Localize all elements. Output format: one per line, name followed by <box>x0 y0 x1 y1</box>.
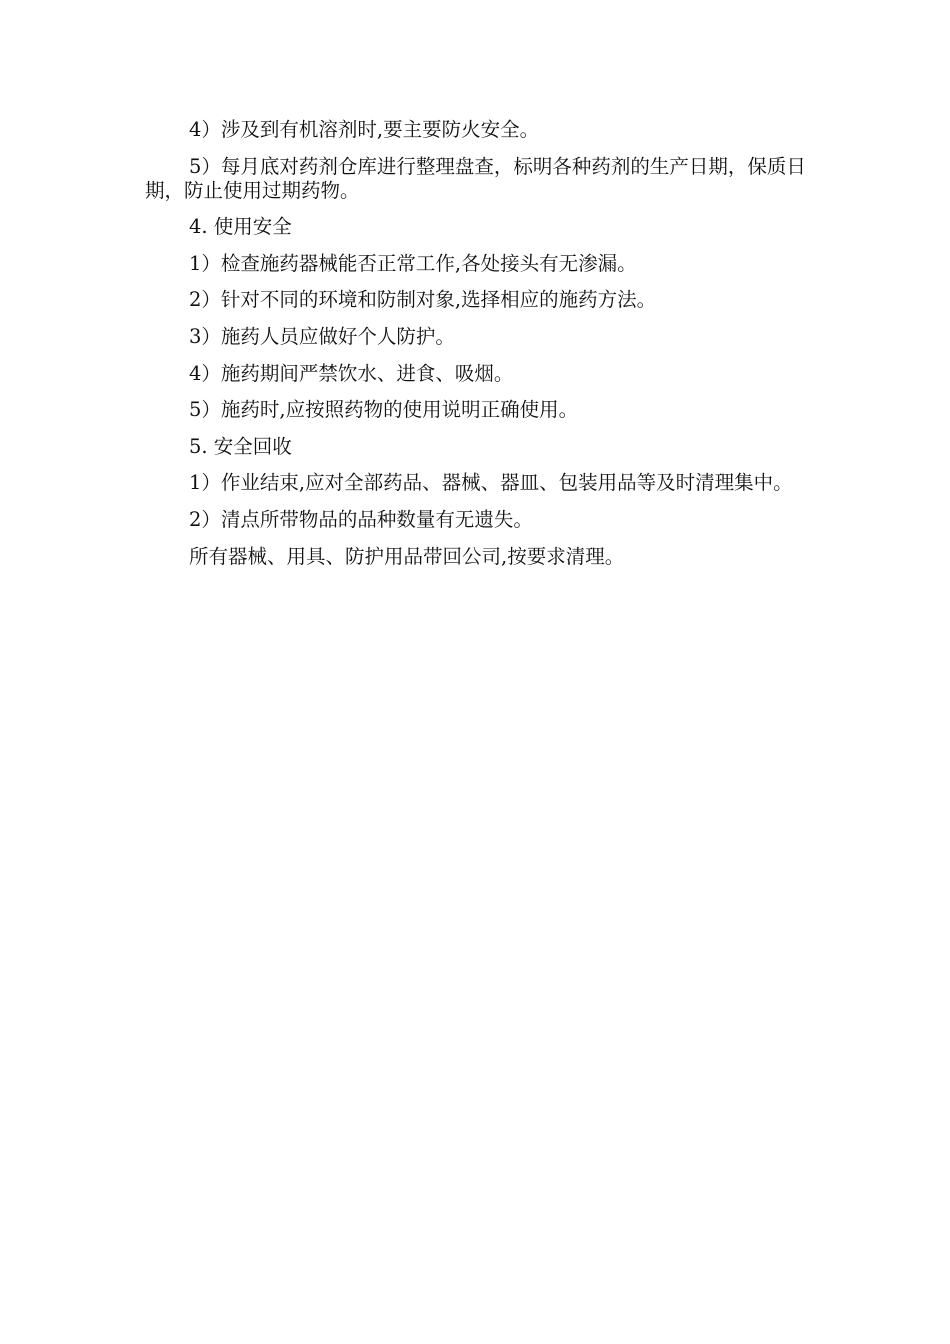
paragraph-item-3-protection: 3）施药人员应做好个人防护。 <box>189 324 455 348</box>
paragraph-return-equipment: 所有器械、用具、防护用品带回公司,按要求清理。 <box>189 544 625 568</box>
paragraph-item-5-inventory: 5）每月底对药剂仓库进行整理盘查，标明各种药剂的生产日期，保质日期，防止使用过期药物。 <box>145 154 806 202</box>
paragraph-item-1-cleanup: 1）作业结束,应对全部药品、器械、器皿、包装用品等及时清理集中。 <box>189 471 793 495</box>
paragraph-item-5-instructions: 5）施药时,应按照药物的使用说明正确使用。 <box>189 398 579 422</box>
paragraph-item-4-prohibitions: 4）施药期间严禁饮水、进食、吸烟。 <box>189 361 514 385</box>
paragraph-item-1-check-equipment: 1）检查施药器械能否正常工作,各处接头有无渗漏。 <box>189 251 637 275</box>
paragraph-item-2-inventory-check: 2）清点所带物品的品种数量有无遗失。 <box>189 507 533 531</box>
section-heading-usage-safety: 4. 使用安全 <box>189 215 292 239</box>
paragraph-item-2-method: 2）针对不同的环境和防制对象,选择相应的施药方法。 <box>189 288 657 312</box>
document-body <box>145 118 817 581</box>
section-heading-recovery: 5. 安全回收 <box>189 434 292 458</box>
paragraph-item-4-fire-safety: 4）涉及到有机溶剂时,要主要防火安全。 <box>189 118 540 141</box>
